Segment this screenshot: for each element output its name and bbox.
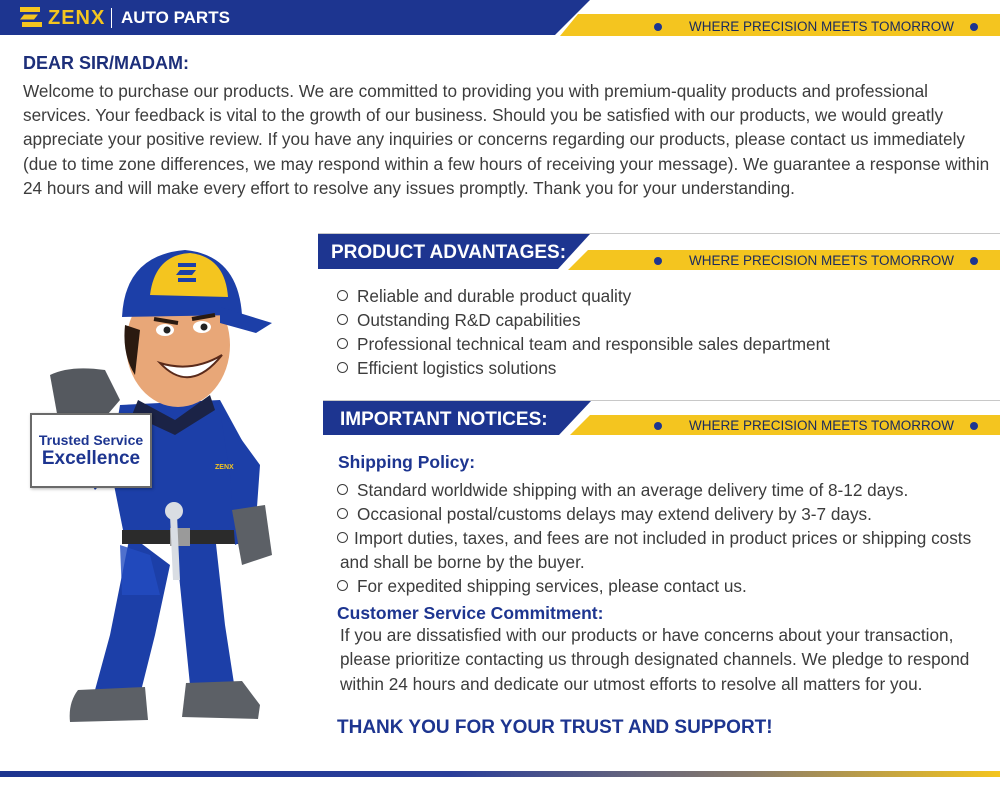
- advantage-item: Outstanding R&D capabilities: [337, 308, 581, 332]
- sign-line-1: Trusted Service: [38, 432, 144, 448]
- service-line: If you are dissatisfied with our products or have concerns about your transaction,: [340, 625, 954, 645]
- header-tagline: WHERE PRECISION MEETS TOMORROW: [689, 19, 955, 34]
- notices-tagline: WHERE PRECISION MEETS TOMORROW: [689, 418, 955, 433]
- notices-rule: [323, 400, 1000, 401]
- advantage-item: Professional technical team and responsible sales department: [337, 332, 830, 356]
- sign-line-2: Excellence: [41, 448, 141, 469]
- bullet-circle-icon: [337, 532, 348, 543]
- greeting-heading: DEAR SIR/MADAM:: [23, 53, 189, 73]
- intro-paragraph: Welcome to purchase our products. We are committed to providing you with premium-quality products and professional services. Your feedback is vital to the growth of our business. Should you be satisfied with our products, we would greatly appreciate your positive review. If you have any inquiries or concerns regarding our products, please contact us immediately (due to time zone differences, we may respond within a few hours of receiving your message). We guarantee a response within 24 hours and will make every effort to resolve any issues promptly. Thank you for your understanding.: [23, 81, 990, 198]
- advantages-rule: [318, 233, 1000, 234]
- tagline-dot-left: [654, 422, 662, 430]
- bullet-circle-icon: [337, 314, 348, 325]
- shipping-item-continued: and shall be borne by the buyer.: [340, 552, 585, 572]
- shirt-logo-text: ZENX: [215, 464, 234, 471]
- tagline-dot-left: [654, 23, 662, 31]
- advantages-tagline: WHERE PRECISION MEETS TOMORROW: [689, 253, 955, 268]
- shipping-item: Occasional postal/customs delays may extend delivery by 3-7 days.: [337, 502, 872, 526]
- thank-you-heading: THANK YOU FOR YOUR TRUST AND SUPPORT!: [337, 717, 773, 738]
- bullet-circle-icon: [337, 338, 348, 349]
- advantage-item: Reliable and durable product quality: [337, 284, 631, 308]
- tagline-dot-right: [970, 422, 978, 430]
- bullet-circle-icon: [337, 290, 348, 301]
- shipping-item: For expedited shipping services, please contact us.: [337, 574, 747, 598]
- service-line: within 24 hours and dedicate our utmost efforts to resolve all matters for you.: [340, 674, 923, 694]
- tagline-dot-left: [654, 257, 662, 265]
- bullet-circle-icon: [337, 580, 348, 591]
- bullet-circle-icon: [337, 508, 348, 519]
- advantage-item: Efficient logistics solutions: [337, 356, 556, 380]
- bullet-circle-icon: [337, 362, 348, 373]
- service-line: please prioritize contacting us through designated channels. We pledge to respond: [340, 649, 970, 669]
- zenx-logo-icon: [20, 7, 42, 27]
- tagline-dot-right: [970, 257, 978, 265]
- shipping-item: Standard worldwide shipping with an average delivery time of 8-12 days.: [337, 478, 908, 502]
- brand-name: ZENX: [48, 7, 106, 29]
- bullet-circle-icon: [337, 484, 348, 495]
- brand-divider: [111, 8, 112, 28]
- brand-subtitle: AUTO PARTS: [121, 8, 230, 27]
- customer-service-heading: Customer Service Commitment:: [337, 603, 604, 623]
- advantages-title: PRODUCT ADVANTAGES:: [331, 242, 567, 263]
- shipping-policy-heading: Shipping Policy:: [338, 452, 476, 472]
- notices-title: IMPORTANT NOTICES:: [340, 409, 548, 430]
- shipping-item: Import duties, taxes, and fees are not included in product prices or shipping costs: [337, 526, 971, 550]
- footer-gradient-bar: [0, 771, 1000, 777]
- trusted-service-sign: [30, 413, 152, 488]
- tagline-dot-right: [970, 23, 978, 31]
